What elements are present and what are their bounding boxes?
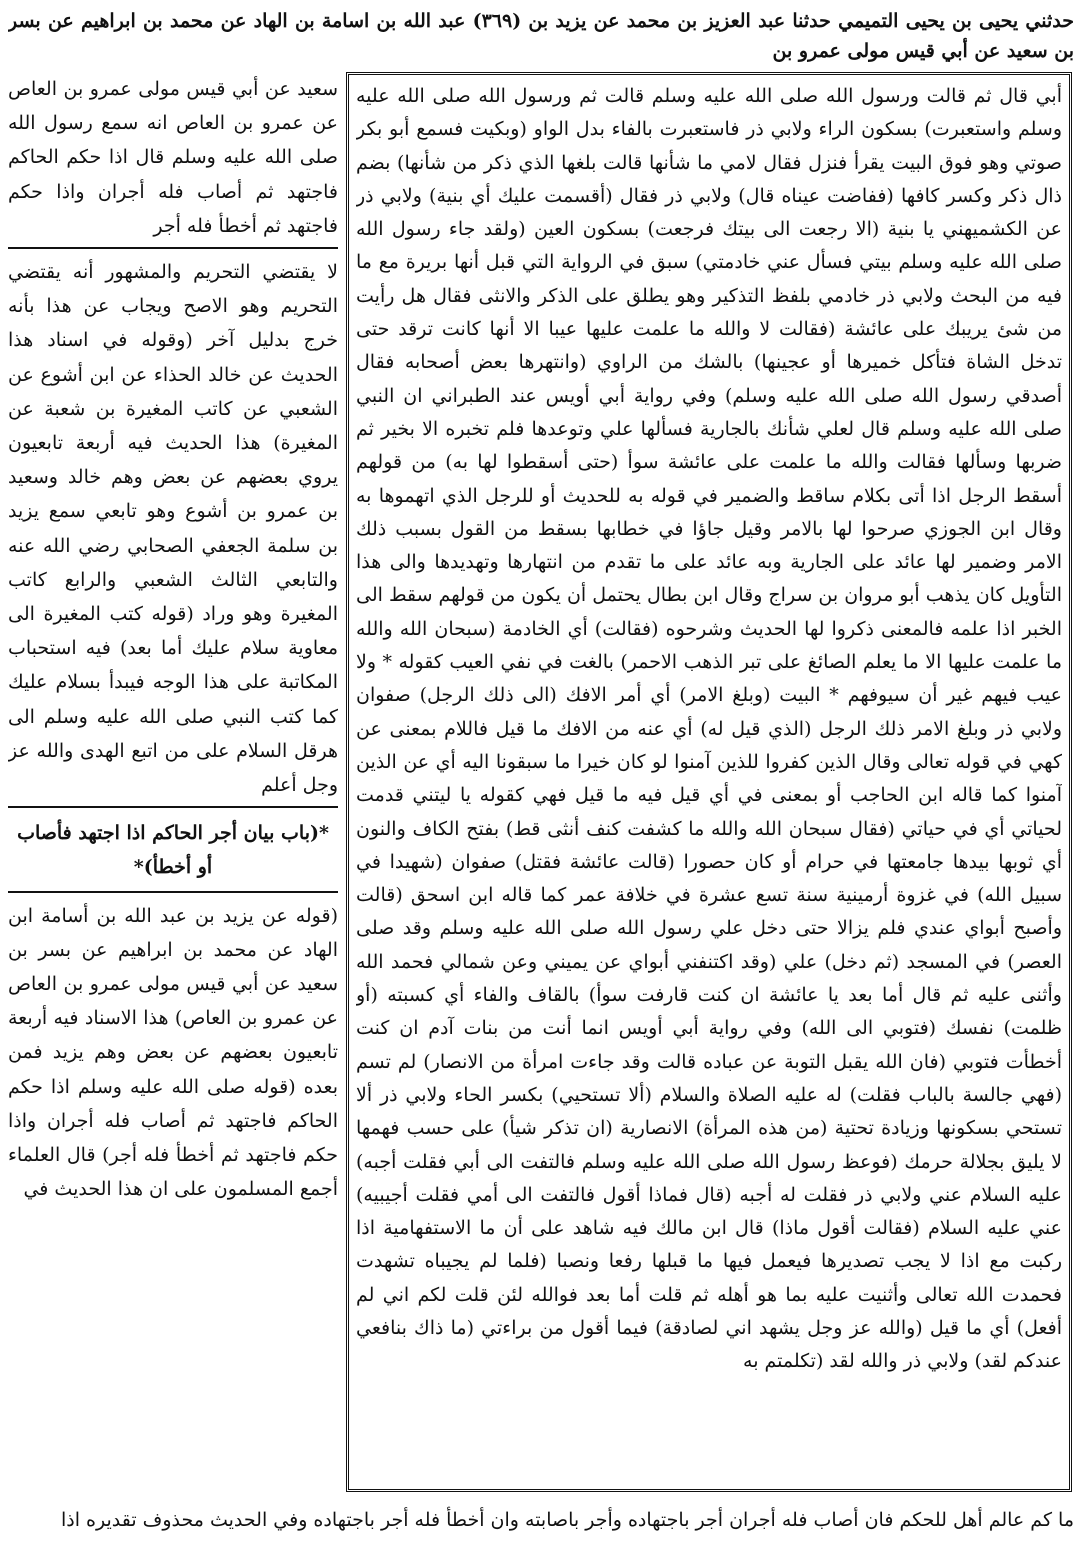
- side-divider: [8, 806, 338, 808]
- header-text: حدثني يحيى بن يحيى التميمي حدثنا عبد العزيز بن محمد عن يزيد بن (٣٦٩) عبد الله بن اسامة بن الهاد عن محمد بن ابراهيم عن بسر بن سعيد عن أبي قيس مولى عمرو بن: [8, 10, 1074, 62]
- side-column: [8, 72, 338, 1494]
- side-divider: [8, 247, 338, 249]
- side-hadith-text: سعيد عن أبي قيس مولى عمرو بن العاص عن عمرو بن العاص انه سمع رسول الله صلى الله عليه وسلم قال اذا حكم الحاكم فاجتهد ثم أصاب فله أجران واذا حكم فاجتهد ثم أخطأ فله أجر: [8, 78, 338, 237]
- side-commentary-2: (قوله عن يزيد بن عبد الله بن أسامة ابن الهاد عن محمد بن ابراهيم عن بسر بن سعيد عن أبي قيس مولى عمرو بن العاص عن عمرو بن العاص) هذا الاسناد فيه أربعة تابعيون بعضهم عن بعض وهم يزيد فمن بعده (قوله صلى الله عليه وسلم اذا حكم الحاكم فاجتهد ثم أصاب فله أجران واذا حكم فاجتهد ثم أخطأ فله أجر) قال العلماء أجمع المسلمون على ان هذا الحديث في: [8, 904, 338, 1201]
- side-commentary-1: لا يقتضي التحريم والمشهور أنه يقتضي التحريم وهو الاصح ويجاب عن هذا بأنه خرج بدليل آخر (وقوله في اسناد هذا الحديث عن خالد الحذاء عن ابن أشوع عن الشعبي عن كاتب المغيرة بن شعبة عن المغيرة) هذا الحديث فيه أربعة تابعيون يروي بعضهم عن بعض وهم خالد وسعيد بن عمرو بن أشوع وهو تابعي سمع يزيد بن سلمة الجعفي الصحابي رضي الله عنه والتابعي الثالث الشعبي والرابع كاتب المغيرة وهو وراد (قوله كتب المغيرة الى معاوية سلام عليك أما بعد) فيه استحباب المكاتبة على هذا الوجه فيبدأ بسلام عليك كما كتب النبي صلى الله عليه وسلم الى هرقل السلام على من اتبع الهدى والله عز وجل أعلم: [8, 261, 338, 797]
- side-divider: [8, 891, 338, 893]
- chapter-heading: *(باب بيان أجر الحاكم اذا اجتهد فأصاب أو أخطأ)*: [17, 822, 329, 879]
- main-commentary-text: أبي قال ثم قالت ورسول الله صلى الله عليه وسلم قالت ثم ورسول الله صلى الله عليه وسلم واستعبرت) بسكون الراء ولابي ذر فاستعبرت بالفاء بدل الواو (وبكيت فسمع أبو بكر صوتي وهو فوق البيت يقرأ فنزل فقال لامي ما شأنها قالت بلغها الذي ذكر من شأنها) بضم ذال ذكر وكسر كافها (ففاضت عيناه قال) ولابي ذر فقال (أقسمت عليك أي بنية) ولابي ذر عن الكشميهني يا بنية (الا رجعت الى بيتك فرجعت) بسكون العين (ولقد جاء رسول الله صلى الله عليه وسلم بيتي فسأل عني خادمتي) سبق في الرواية التي قبل أنها بريرة مع ما فيه من البحث ولابي ذر خادمي بلفظ التذكير وهو يطلق على الذكر والانثى فقال هل رأيت من شئ يريبك على عائشة (فقالت لا والله ما علمت عليها عيبا الا أنها كانت ترقد حتى تدخل الشاة فتأكل خميرها أو عجينها) بالشك من الراوي (وانتهرها بعض أصحابه فقال أصدقي رسول الله صلى الله عليه وسلم) وفي رواية أبي أويس عند الطبراني ان النبي صلى الله عليه وسلم قال لعلي شأنك بالجارية فسألها علي وتوعدها فلم تخبره الا بخير ثم ضربها وسألها فقالت والله ما علمت على عائشة سوأ (حتى أسقطوا لها به) من قولهم أسقط الرجل اذا أتى بكلام ساقط والضمير في قوله به للحديث أو للرجل الذي اتهموها به وقال ابن الجوزي صرحوا لها بالامر وقيل جاؤا في خطابها بسقط من القول بسبب ذلك الامر وضمير لها عائد على الجارية وبه عائد على ما تقدم من انتهارها وتهديدها والى هذا التأويل كان يذهب أبو مروان بن سراج وقال ابن بطال يحتمل أن يكون من قولهم سقط الى الخبر اذا علمه فالمعنى ذكروا لها الحديث وشرحوه (فقالت) أي الخادمة (سبحان الله والله ما علمت عليها الا ما يعلم الصائغ على تبر الذهب الاحمر) بالغت في نفي العيب كقوله * ولا عيب فيهم غير أن سيوفهم * البيت (وبلغ الامر) أي أمر الافك (الى ذلك الرجل) صفوان ولابي ذر وبلغ الامر ذلك الرجل (الذي قيل له) أي عنه من الافك ما قيل فاللام بمعنى عن كهي في قوله تعالى وقال الذين كفروا للذين آمنوا لو كان خيرا ما سبقونا اليه أي عن الذين آمنوا كما قاله ابن الحاجب أو بمعنى في أي قيل فيه ما قيل فهي كقوله يا ليتني قدمت لحياتي أي في حياتي (فقال سبحان الله والله ما كشفت كنف أنثى قط) بفتح الكاف والنون أي ثوبها بيدها جامعتها في حرام أو كان حصورا (قالت عائشة فقتل) صفوان (شهيدا في سبيل الله) في غزوة أرمينية سنة تسع عشرة في خلافة عمر كما قاله ابن اسحق (قالت وأصبح أبواي عندي فلم يزالا حتى دخل علي رسول الله صلى الله عليه وسلم وقد صلى العصر) في المسجد (ثم دخل) علي (وقد اكتنفني أبواي عن يميني وعن شمالي فحمد الله وأثنى عليه ثم قال أما بعد يا عائشة ان كنت قارفت سوأ) بالقاف والفاء أي كسبته (أو ظلمت) نفسك (فتوبي الى الله) وفي رواية أبي أويس انما أنت من بنات آدم ان كنت أخطأت فتوبي (فان الله يقبل التوبة عن عباده قالت وقد جاءت امرأة من الانصار) لم تسم (فهي جالسة بالباب فقلت) له عليه الصلاة والسلام (ألا تستحيي) بكسر الحاء ولابي ذر ألا تستحي بسكونها وزيادة تحتية (من هذه المرأة) الانصارية (ان تذكر شيأ) على حسب فهمها لا يليق بجلالة حرمك (فوعظ رسول الله صلى الله عليه وسلم فالتفت الى أبي فقلت أجبه) عليه السلام عني ولابي ذر فقلت له أجبه (قال فماذا أقول فالتفت الى أمي فقلت أجيبيه) عني عليه السلام (فقالت أقول ماذا) قال ابن مالك فيه شاهد على أن ما الاستفهامية اذا ركبت مع اذا لا يجب تصديرها فيعمل فيها ما قبلها رفعا ونصبا (فلما لم يجيباه تشهدت فحمدت الله تعالى وأثنيت عليه بما هو أهله ثم قلت أما بعد فوالله لئن قلت لكم اني لم أفعل) أي ما قيل (والله عز وجل يشهد اني لصادقة) فيما أقول من براءتي (ما ذاك بنافعي عندكم لقد) ولابي ذر والله لقد (تكلمتم به: [356, 85, 1062, 1373]
- footer-text: ما كم عالم أهل للحكم فان أصاب فله أجران أجر باجتهاده وأجر باصابته وان أخطأ فله أجر باجتهاده وفي الحديث محذوف تقديره اذا: [60, 1509, 1074, 1531]
